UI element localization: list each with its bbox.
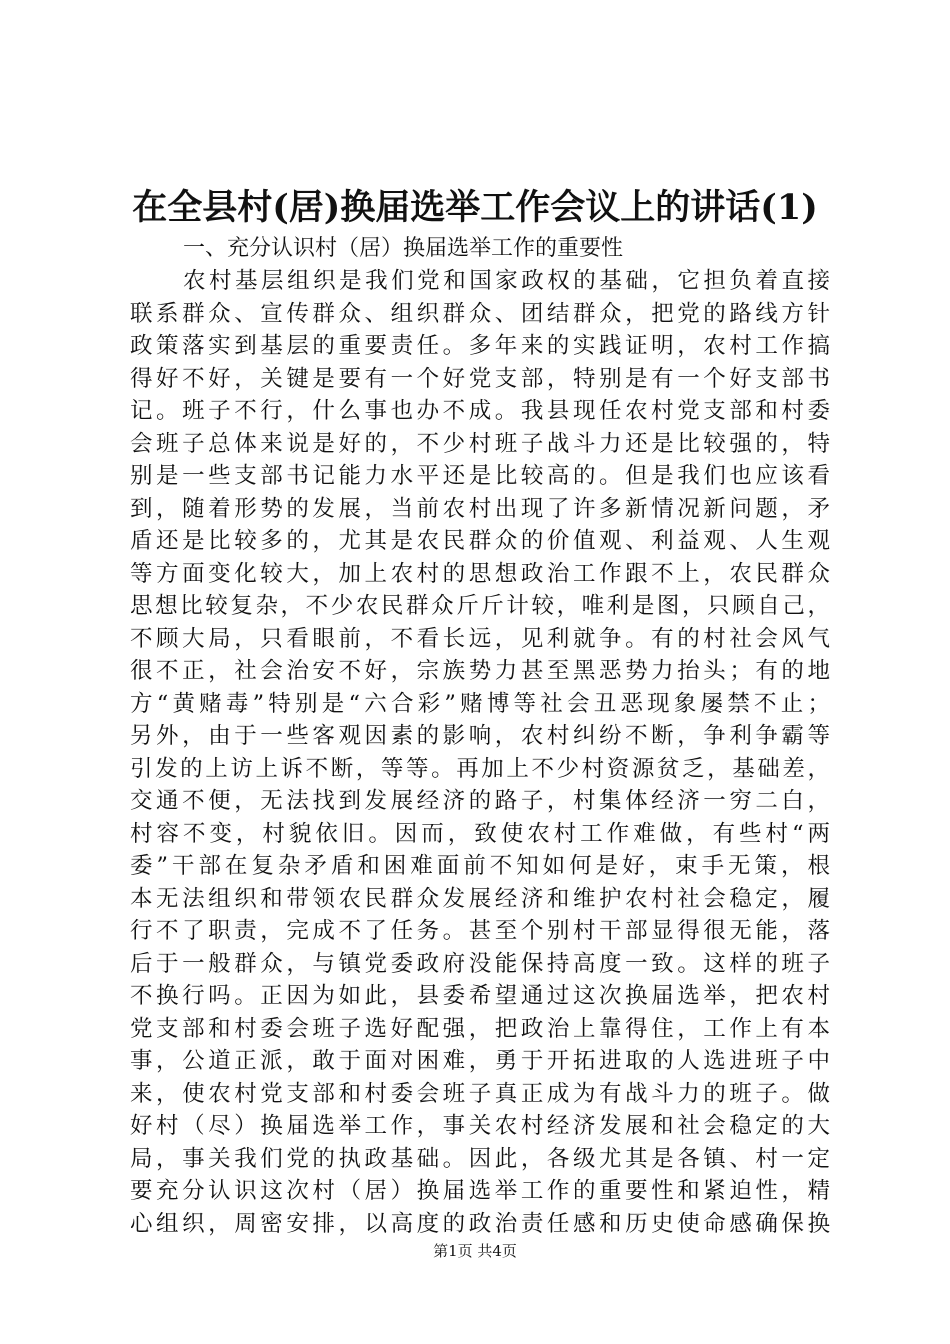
body-text	[130, 265, 830, 1240]
paragraph-line: 另外，由于一些客观因素的影响，农村纠纷不断，争利争霸等	[130, 723, 830, 749]
paragraph-line: 方“黄赌毒”特别是“六合彩”赌博等社会丑恶现象屡禁不止；	[130, 690, 830, 717]
paragraph-line: 委”干部在复杂矛盾和困难面前不知如何是好，束手无策，根	[130, 853, 830, 879]
paragraph-line: 交通不便，无法找到发展经济的路子，村集体经济一穷二白，	[130, 788, 830, 814]
paragraph-line: 别是一些支部书记能力水平还是比较高的。但是我们也应该看	[130, 463, 830, 489]
paragraph-line: 到，随着形势的发展，当前农村出现了许多新情况新问题，矛	[130, 495, 830, 522]
paragraph-line: 盾还是比较多的，尤其是农民群众的价值观、利益观、人生观	[130, 528, 830, 554]
paragraph-line: 事，公道正派，敢于面对困难，勇于开拓进取的人选进班子中	[130, 1048, 830, 1074]
paragraph-line: 不顾大局，只看眼前，不看长远，见利就争。有的村社会风气	[130, 625, 830, 652]
paragraph-line: 会班子总体来说是好的，不少村班子战斗力还是比较强的，特	[130, 430, 830, 457]
paragraph-line: 好村（尽）换届选举工作，事关农村经济发展和社会稳定的大	[130, 1113, 830, 1139]
paragraph-line: 行不了职责，完成不了任务。甚至个别村干部显得很无能，落	[130, 918, 830, 944]
paragraph-line: 等方面变化较大，加上农村的思想政治工作跟不上，农民群众	[130, 560, 830, 587]
paragraph-line: 村容不变，村貌依旧。因而，致使农村工作难做，有些村“两	[130, 820, 830, 847]
paragraph-line: 来，使农村党支部和村委会班子真正成为有战斗力的班子。做	[130, 1080, 830, 1107]
document-title: 在全县村(居)换届选举工作会议上的讲话(1)	[132, 187, 818, 228]
paragraph-line: 记。班子不行，什么事也办不成。我县现任农村党支部和村委	[130, 398, 830, 424]
paragraph-line: 政策落实到基层的重要责任。多年来的实践证明，农村工作搞	[130, 333, 830, 359]
paragraph-line: 联系群众、宣传群众、组织群众、团结群众，把党的路线方针	[130, 300, 830, 327]
paragraph-line: 本无法组织和带领农民群众发展经济和维护农村社会稳定，履	[130, 885, 830, 912]
paragraph-line: 引发的上访上诉不断，等等。再加上不少村资源贫乏，基础差，	[130, 755, 830, 782]
paragraph-line: 思想比较复杂，不少农民群众斤斤计较，唯利是图，只顾自己，	[130, 593, 830, 619]
paragraph-line: 心组织，周密安排，以高度的政治责任感和历史使命感确保换	[130, 1210, 830, 1237]
paragraph-line: 不换行吗。正因为如此，县委希望通过这次换届选举，把农村	[130, 983, 830, 1009]
section-heading: 一、充分认识村（居）换届选举工作的重要性	[183, 236, 624, 261]
paragraph-line: 得好不好，关键是要有一个好党支部，特别是有一个好支部书	[130, 365, 830, 392]
paragraph-line: 很不正，社会治安不好，宗族势力甚至黑恶势力抬头；有的地	[130, 658, 830, 684]
paragraph-line: 局，事关我们党的执政基础。因此，各级尤其是各镇、村一定	[130, 1145, 830, 1172]
page-footer: 第1页 共4页	[433, 1242, 517, 1260]
paragraph-line: 农村基层组织是我们党和国家政权的基础，它担负着直接	[183, 268, 830, 294]
paragraph-line: 要充分认识这次村（居）换届选举工作的重要性和紧迫性，精	[130, 1178, 830, 1204]
paragraph-line: 后于一般群众，与镇党委政府没能保持高度一致。这样的班子	[130, 950, 830, 977]
paragraph-line: 党支部和村委会班子选好配强，把政治上靠得住，工作上有本	[130, 1015, 830, 1042]
